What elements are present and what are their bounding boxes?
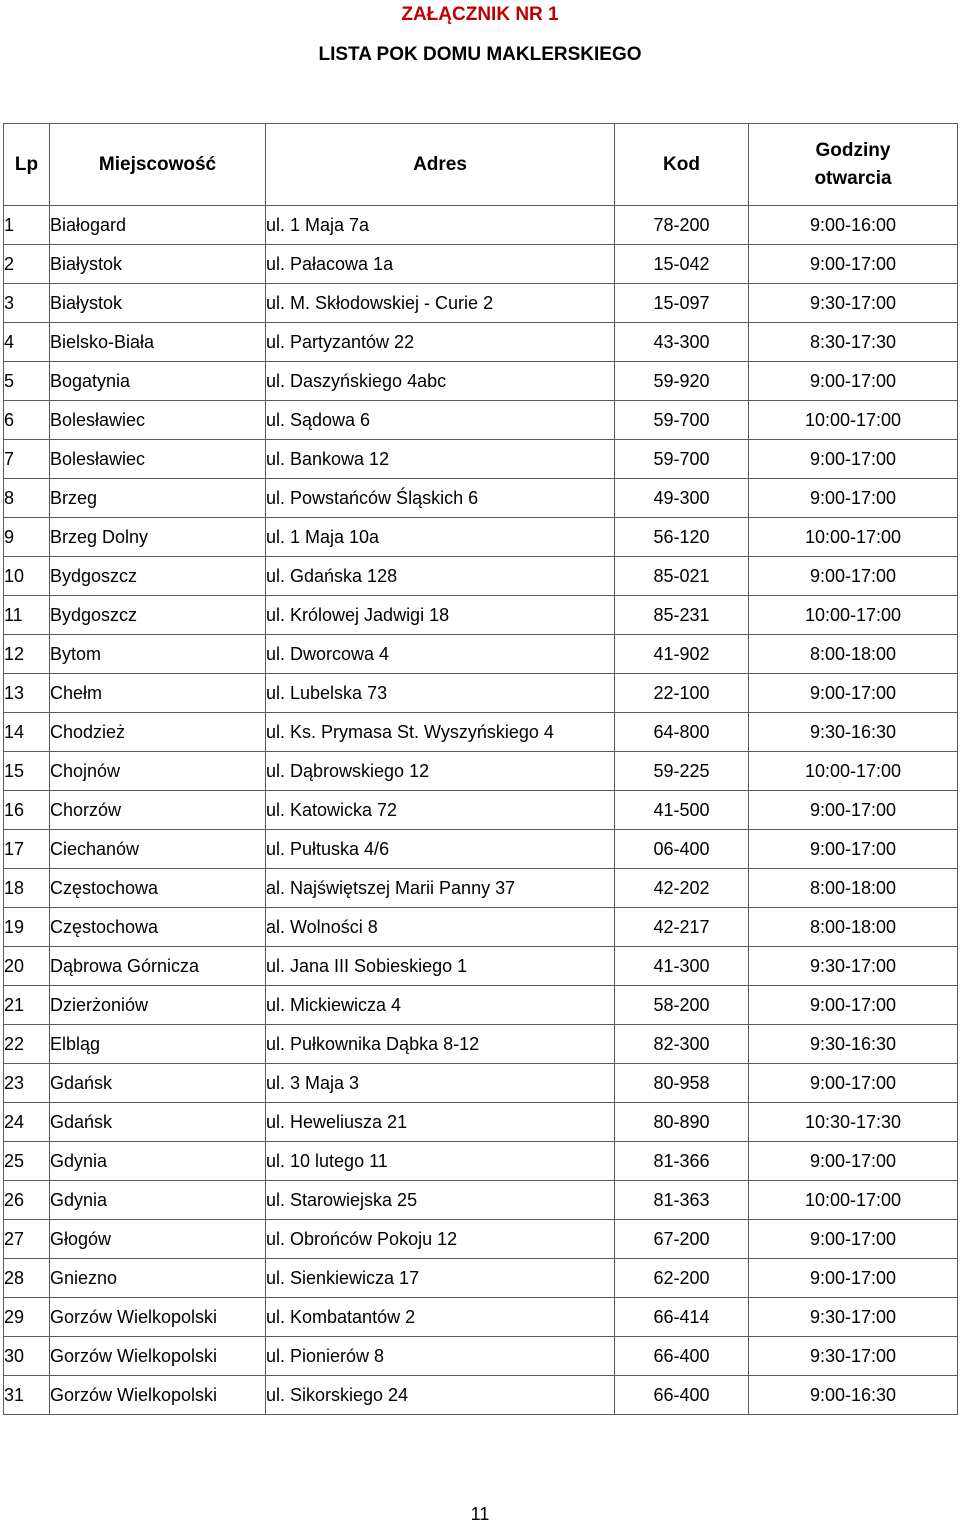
table-row [4, 908, 958, 947]
row-lp: 9 [4, 518, 50, 557]
row-hours: 9:00-17:00 [749, 245, 958, 284]
row-lp: 15 [4, 752, 50, 791]
row-address: ul. Starowiejska 25 [266, 1181, 615, 1220]
row-city: Bogatynia [50, 362, 266, 401]
row-lp: 10 [4, 557, 50, 596]
row-code: 58-200 [615, 986, 749, 1025]
row-code: 15-042 [615, 245, 749, 284]
row-lp: 12 [4, 635, 50, 674]
row-lp: 29 [4, 1298, 50, 1337]
row-code: 41-902 [615, 635, 749, 674]
row-city: Bytom [50, 635, 266, 674]
row-lp: 6 [4, 401, 50, 440]
table-row [4, 1103, 958, 1142]
row-code: 59-225 [615, 752, 749, 791]
row-city: Białogard [50, 206, 266, 245]
row-hours: 9:00-17:00 [749, 362, 958, 401]
row-hours: 9:00-17:00 [749, 674, 958, 713]
row-lp: 13 [4, 674, 50, 713]
row-address: ul. Kombatantów 2 [266, 1298, 615, 1337]
row-city: Częstochowa [50, 869, 266, 908]
row-address: ul. Jana III Sobieskiego 1 [266, 947, 615, 986]
row-hours: 9:30-17:00 [749, 1298, 958, 1337]
row-city: Gdańsk [50, 1103, 266, 1142]
row-lp: 19 [4, 908, 50, 947]
row-lp: 22 [4, 1025, 50, 1064]
row-city: Gdynia [50, 1142, 266, 1181]
row-code: 49-300 [615, 479, 749, 518]
row-address: ul. Bankowa 12 [266, 440, 615, 479]
row-city: Chorzów [50, 791, 266, 830]
row-address: ul. Obrońców Pokoju 12 [266, 1220, 615, 1259]
row-code: 59-920 [615, 362, 749, 401]
row-lp: 18 [4, 869, 50, 908]
row-address: ul. M. Skłodowskiej - Curie 2 [266, 284, 615, 323]
row-address: ul. Heweliusza 21 [266, 1103, 615, 1142]
row-code: 59-700 [615, 440, 749, 479]
row-city: Bydgoszcz [50, 596, 266, 635]
table-row [4, 752, 958, 791]
row-hours: 8:00-18:00 [749, 635, 958, 674]
table-row [4, 830, 958, 869]
table-row [4, 362, 958, 401]
row-hours: 10:00-17:00 [749, 596, 958, 635]
row-lp: 24 [4, 1103, 50, 1142]
header-row [4, 124, 958, 206]
row-city: Ciechanów [50, 830, 266, 869]
row-code: 80-958 [615, 1064, 749, 1103]
row-code: 41-300 [615, 947, 749, 986]
row-city: Chodzież [50, 713, 266, 752]
row-address: al. Wolności 8 [266, 908, 615, 947]
table-row [4, 1025, 958, 1064]
header-hours [749, 124, 958, 206]
row-hours: 9:00-17:00 [749, 1259, 958, 1298]
row-hours: 9:00-16:00 [749, 206, 958, 245]
header-city: Miejscowość [50, 124, 266, 206]
row-address: ul. Sienkiewicza 17 [266, 1259, 615, 1298]
row-hours: 10:00-17:00 [749, 1181, 958, 1220]
row-lp: 31 [4, 1376, 50, 1415]
table-row [4, 518, 958, 557]
row-hours: 8:30-17:30 [749, 323, 958, 362]
row-address: ul. Ks. Prymasa St. Wyszyńskiego 4 [266, 713, 615, 752]
row-hours: 9:00-17:00 [749, 791, 958, 830]
row-hours: 8:00-18:00 [749, 869, 958, 908]
row-code: 43-300 [615, 323, 749, 362]
row-lp: 17 [4, 830, 50, 869]
row-hours: 9:30-17:00 [749, 947, 958, 986]
row-address: ul. 1 Maja 10a [266, 518, 615, 557]
row-lp: 20 [4, 947, 50, 986]
row-city: Gdańsk [50, 1064, 266, 1103]
header-address: Adres [266, 124, 615, 206]
row-code: 41-500 [615, 791, 749, 830]
row-address: ul. Dworcowa 4 [266, 635, 615, 674]
list-title: LISTA POK DOMU MAKLERSKIEGO [318, 44, 642, 65]
header-code: Kod [615, 124, 749, 206]
row-hours: 9:00-17:00 [749, 440, 958, 479]
row-code: 56-120 [615, 518, 749, 557]
row-code: 22-100 [615, 674, 749, 713]
row-code: 64-800 [615, 713, 749, 752]
row-hours: 9:00-17:00 [749, 479, 958, 518]
row-lp: 1 [4, 206, 50, 245]
header-hours-line2: otwarcia [814, 167, 892, 189]
row-code: 85-231 [615, 596, 749, 635]
row-code: 66-414 [615, 1298, 749, 1337]
row-code: 81-366 [615, 1142, 749, 1181]
table-row [4, 1259, 958, 1298]
row-code: 42-202 [615, 869, 749, 908]
row-lp: 21 [4, 986, 50, 1025]
table-row [4, 284, 958, 323]
table-row [4, 1220, 958, 1259]
table-row [4, 1376, 958, 1415]
row-code: 82-300 [615, 1025, 749, 1064]
row-code: 81-363 [615, 1181, 749, 1220]
table-row [4, 635, 958, 674]
row-address: ul. Mickiewicza 4 [266, 986, 615, 1025]
row-city: Dzierżoniów [50, 986, 266, 1025]
row-city: Gorzów Wielkopolski [50, 1337, 266, 1376]
row-hours: 10:00-17:00 [749, 401, 958, 440]
table-row [4, 869, 958, 908]
row-city: Bolesławiec [50, 440, 266, 479]
row-code: 78-200 [615, 206, 749, 245]
row-address: ul. 1 Maja 7a [266, 206, 615, 245]
table-row [4, 323, 958, 362]
row-hours: 9:00-17:00 [749, 830, 958, 869]
row-address: ul. Lubelska 73 [266, 674, 615, 713]
row-address: ul. Daszyńskiego 4abc [266, 362, 615, 401]
row-code: 42-217 [615, 908, 749, 947]
row-lp: 5 [4, 362, 50, 401]
row-lp: 25 [4, 1142, 50, 1181]
row-address: ul. Pułtuska 4/6 [266, 830, 615, 869]
table-row [4, 947, 958, 986]
table-row [4, 596, 958, 635]
table-row [4, 1298, 958, 1337]
row-address: ul. Partyzantów 22 [266, 323, 615, 362]
row-lp: 7 [4, 440, 50, 479]
table-row [4, 713, 958, 752]
row-address: ul. Katowicka 72 [266, 791, 615, 830]
row-code: 67-200 [615, 1220, 749, 1259]
row-city: Dąbrowa Górnicza [50, 947, 266, 986]
row-hours: 9:00-17:00 [749, 557, 958, 596]
table-row [4, 674, 958, 713]
page-number: 11 [470, 1504, 490, 1524]
row-lp: 28 [4, 1259, 50, 1298]
row-city: Gniezno [50, 1259, 266, 1298]
row-city: Chojnów [50, 752, 266, 791]
row-lp: 11 [4, 596, 50, 635]
row-hours: 9:30-16:30 [749, 1025, 958, 1064]
row-city: Brzeg Dolny [50, 518, 266, 557]
annex-title: ZAŁĄCZNIK NR 1 [401, 4, 559, 25]
row-lp: 4 [4, 323, 50, 362]
row-address: ul. Pionierów 8 [266, 1337, 615, 1376]
row-city: Gorzów Wielkopolski [50, 1376, 266, 1415]
table-row [4, 401, 958, 440]
row-address: ul. Dąbrowskiego 12 [266, 752, 615, 791]
row-address: ul. Powstańców Śląskich 6 [266, 479, 615, 518]
table-header [4, 124, 958, 206]
row-lp: 3 [4, 284, 50, 323]
row-lp: 27 [4, 1220, 50, 1259]
row-code: 62-200 [615, 1259, 749, 1298]
row-code: 15-097 [615, 284, 749, 323]
row-code: 80-890 [615, 1103, 749, 1142]
row-code: 66-400 [615, 1337, 749, 1376]
row-city: Bolesławiec [50, 401, 266, 440]
row-code: 66-400 [615, 1376, 749, 1415]
row-hours: 9:30-17:00 [749, 284, 958, 323]
row-hours: 9:00-17:00 [749, 1220, 958, 1259]
row-city: Gdynia [50, 1181, 266, 1220]
table-row [4, 245, 958, 284]
table-row [4, 557, 958, 596]
table-body [4, 206, 958, 1415]
row-address: ul. Sikorskiego 24 [266, 1376, 615, 1415]
row-address: ul. Pułkownika Dąbka 8-12 [266, 1025, 615, 1064]
row-code: 85-021 [615, 557, 749, 596]
row-city: Elbląg [50, 1025, 266, 1064]
row-address: ul. Sądowa 6 [266, 401, 615, 440]
row-address: ul. 10 lutego 11 [266, 1142, 615, 1181]
row-hours: 10:00-17:00 [749, 518, 958, 557]
header-lp: Lp [4, 124, 50, 206]
row-city: Chełm [50, 674, 266, 713]
row-city: Częstochowa [50, 908, 266, 947]
row-hours: 10:30-17:30 [749, 1103, 958, 1142]
row-lp: 8 [4, 479, 50, 518]
row-city: Białystok [50, 245, 266, 284]
table-row [4, 479, 958, 518]
table-row [4, 1142, 958, 1181]
row-address: ul. Gdańska 128 [266, 557, 615, 596]
table-row [4, 1064, 958, 1103]
row-city: Białystok [50, 284, 266, 323]
table-row [4, 1337, 958, 1376]
row-address: ul. 3 Maja 3 [266, 1064, 615, 1103]
table-row [4, 1181, 958, 1220]
table-row [4, 440, 958, 479]
row-lp: 14 [4, 713, 50, 752]
row-address: ul. Królowej Jadwigi 18 [266, 596, 615, 635]
row-hours: 9:00-17:00 [749, 1142, 958, 1181]
row-lp: 30 [4, 1337, 50, 1376]
row-address: al. Najświętszej Marii Panny 37 [266, 869, 615, 908]
row-code: 59-700 [615, 401, 749, 440]
row-city: Bielsko-Biała [50, 323, 266, 362]
row-hours: 10:00-17:00 [749, 752, 958, 791]
row-lp: 26 [4, 1181, 50, 1220]
row-hours: 8:00-18:00 [749, 908, 958, 947]
row-hours: 9:00-16:30 [749, 1376, 958, 1415]
header-hours-line1: Godziny [815, 139, 891, 161]
table-row [4, 791, 958, 830]
row-hours: 9:00-17:00 [749, 986, 958, 1025]
row-hours: 9:00-17:00 [749, 1064, 958, 1103]
row-lp: 16 [4, 791, 50, 830]
row-city: Brzeg [50, 479, 266, 518]
row-city: Gorzów Wielkopolski [50, 1298, 266, 1337]
table-row [4, 986, 958, 1025]
row-hours: 9:30-17:00 [749, 1337, 958, 1376]
row-code: 06-400 [615, 830, 749, 869]
row-city: Głogów [50, 1220, 266, 1259]
row-lp: 2 [4, 245, 50, 284]
row-lp: 23 [4, 1064, 50, 1103]
row-city: Bydgoszcz [50, 557, 266, 596]
table-row [4, 206, 958, 245]
pok-table [3, 123, 958, 1415]
row-address: ul. Pałacowa 1a [266, 245, 615, 284]
row-hours: 9:30-16:30 [749, 713, 958, 752]
